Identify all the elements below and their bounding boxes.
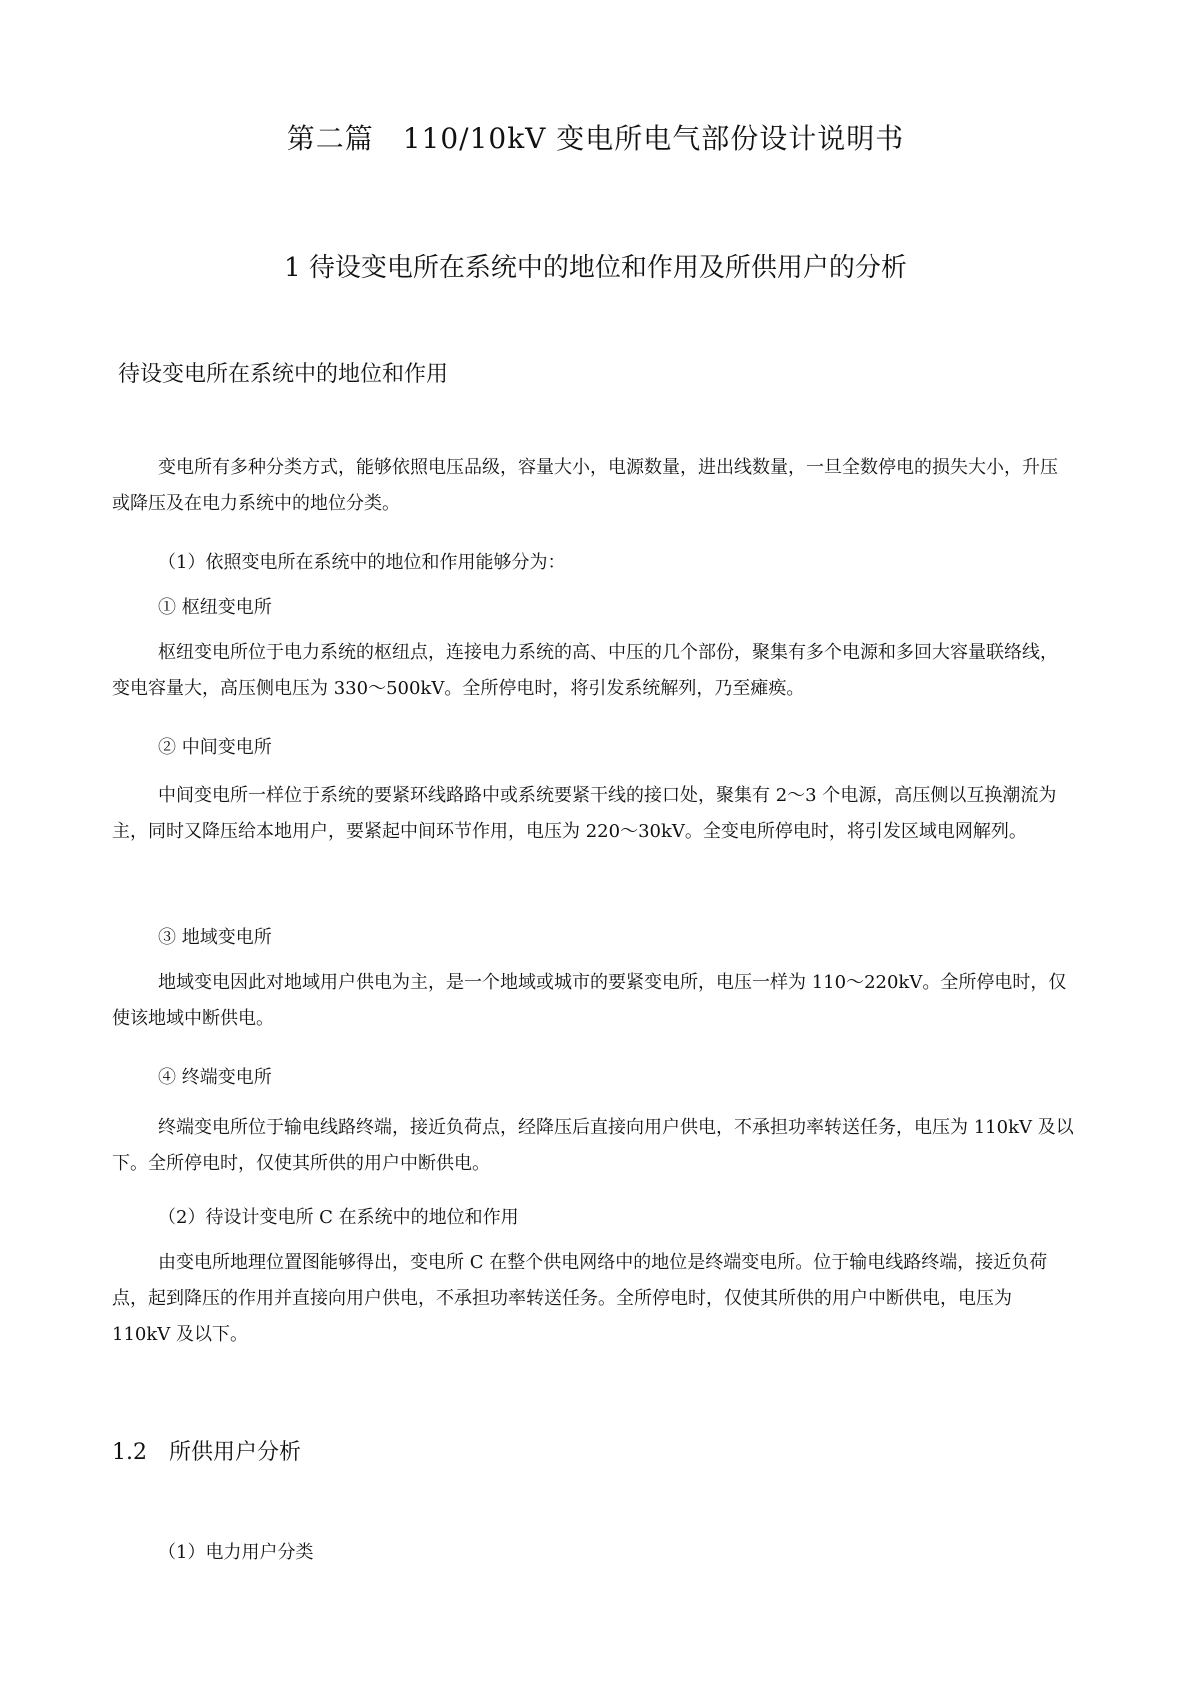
list-item: ① 枢纽变电所	[158, 597, 272, 618]
paragraph: 中间变电所一样位于系统的要紧环线路路中或系统要紧干线的接口处，聚集有 2～3 个电源，高压侧以互换潮流为主，同时又降压给本地用户，要紧起中间环节作用，电压为 220～30kV。全变电所停电时，将引发区域电网解列。	[112, 785, 1057, 842]
list-item: ④ 终端变电所	[158, 1067, 272, 1088]
list-item: ② 中间变电所	[158, 737, 272, 758]
document-title: 第二篇 110/10kV 变电所电气部份设计说明书	[286, 122, 905, 155]
section-heading-2: 1.2 所供用户分析	[112, 1440, 301, 1465]
paragraph: 终端变电所位于输电线路终端，接近负荷点，经降压后直接向用户供电，不承担功率转送任务，电压为 110kV 及以下。全所停电时，仅使其所供的用户中断供电。	[112, 1117, 1074, 1174]
list-item: ③ 地域变电所	[158, 927, 272, 948]
paragraph: （1）依照变电所在系统中的地位和作用能够分为：	[158, 552, 566, 573]
paragraph: （1）电力用户分类	[158, 1542, 314, 1563]
paragraph: 地域变电因此对地域用户供电为主，是一个地域或城市的要紧变电所，电压一样为 110～220kV。全所停电时，仅使该地域中断供电。	[112, 972, 1067, 1029]
paragraph: 由变电所地理位置图能够得出，变电所 C 在整个供电网络中的地位是终端变电所。位于输电线路终端，接近负荷点，起到降压的作用并直接向用户供电，不承担功率转送任务。全所停电时，仅使其所供的用户中断供电，电压为 110kV 及以下。	[112, 1252, 1048, 1345]
paragraph: 枢纽变电所位于电力系统的枢纽点，连接电力系统的高、中压的几个部份，聚集有多个电源和多回大容量联络线，变电容量大，高压侧电压为 330～500kV。全所停电时，将引发系统解列，乃至瘫痪。	[112, 642, 1058, 699]
section-heading: 待设变电所在系统中的地位和作用	[118, 362, 449, 387]
paragraph: （2）待设计变电所 C 在系统中的地位和作用	[158, 1207, 519, 1228]
paragraph: 变电所有多种分类方式，能够依照电压品级，容量大小，电源数量，进出线数量，一旦全数停电的损失大小，升压或降压及在电力系统中的地位分类。	[112, 457, 1058, 514]
chapter-heading: 1 待设变电所在系统中的地位和作用及所供用户的分析	[284, 253, 907, 283]
